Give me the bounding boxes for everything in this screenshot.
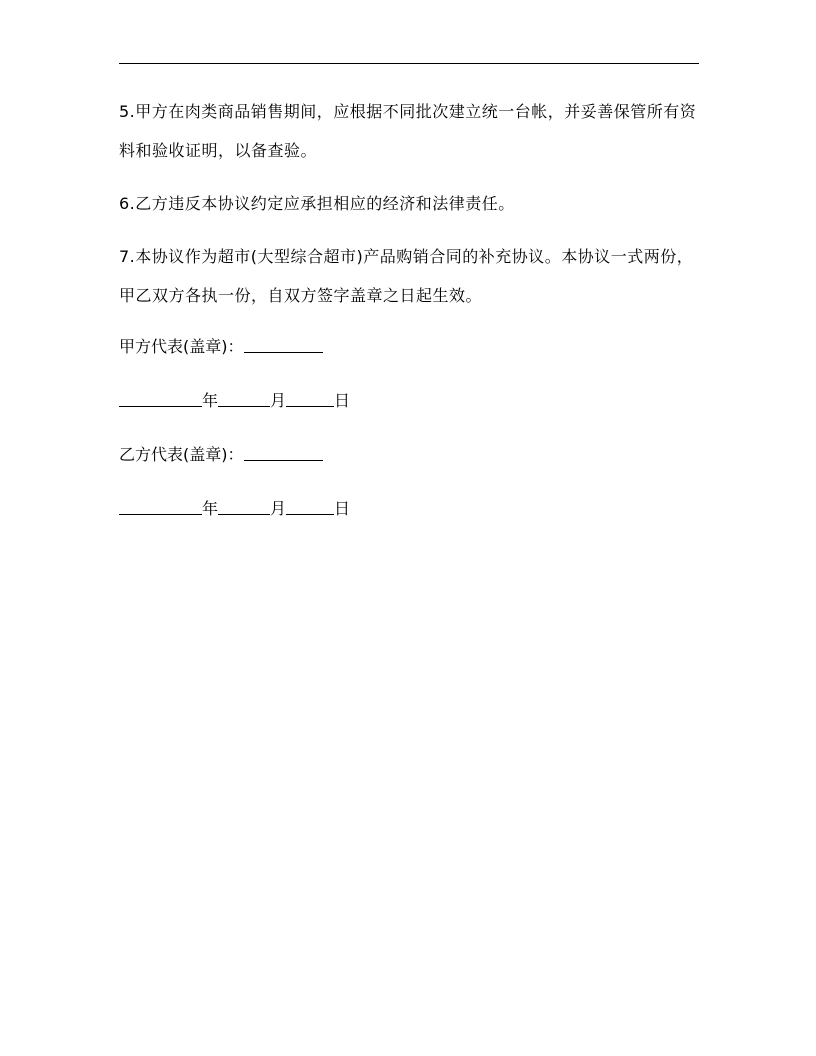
party-b-signature-blank[interactable]	[244, 442, 323, 461]
party-b-day-blank[interactable]	[286, 496, 334, 515]
party-b-signature-line	[119, 441, 699, 468]
party-b-year-blank[interactable]	[119, 496, 202, 515]
party-b-month-unit: 月	[270, 499, 287, 518]
party-a-month-unit: 月	[270, 391, 287, 410]
party-a-day-blank[interactable]	[286, 388, 334, 407]
party-b-date-line	[119, 495, 699, 522]
party-a-month-blank[interactable]	[218, 388, 270, 407]
party-a-signature-line	[119, 333, 699, 360]
clause-7: 7.本协议作为超市(大型综合超市)产品购销合同的补充协议。本协议一式两份，甲乙双方各执一份，自双方签字盖章之日起生效。	[119, 247, 694, 305]
header-rule	[119, 63, 699, 64]
party-a-label: 甲方代表(盖章)：	[119, 337, 244, 356]
party-a-day-unit: 日	[334, 391, 351, 410]
document-body	[119, 92, 699, 549]
party-a-year-unit: 年	[202, 391, 219, 410]
clause-6: 6.乙方违反本协议约定应承担相应的经济和法律责任。	[119, 194, 515, 213]
party-a-year-blank[interactable]	[119, 388, 202, 407]
party-a-date-line	[119, 387, 699, 414]
clause-5: 5.甲方在肉类商品销售期间，应根据不同批次建立统一台帐，并妥善保管所有资料和验收证明，以备查验。	[119, 102, 697, 160]
party-a-signature-blank[interactable]	[244, 334, 323, 353]
party-b-month-blank[interactable]	[218, 496, 270, 515]
party-b-label: 乙方代表(盖章)：	[119, 445, 244, 464]
party-b-year-unit: 年	[202, 499, 219, 518]
party-b-day-unit: 日	[334, 499, 351, 518]
